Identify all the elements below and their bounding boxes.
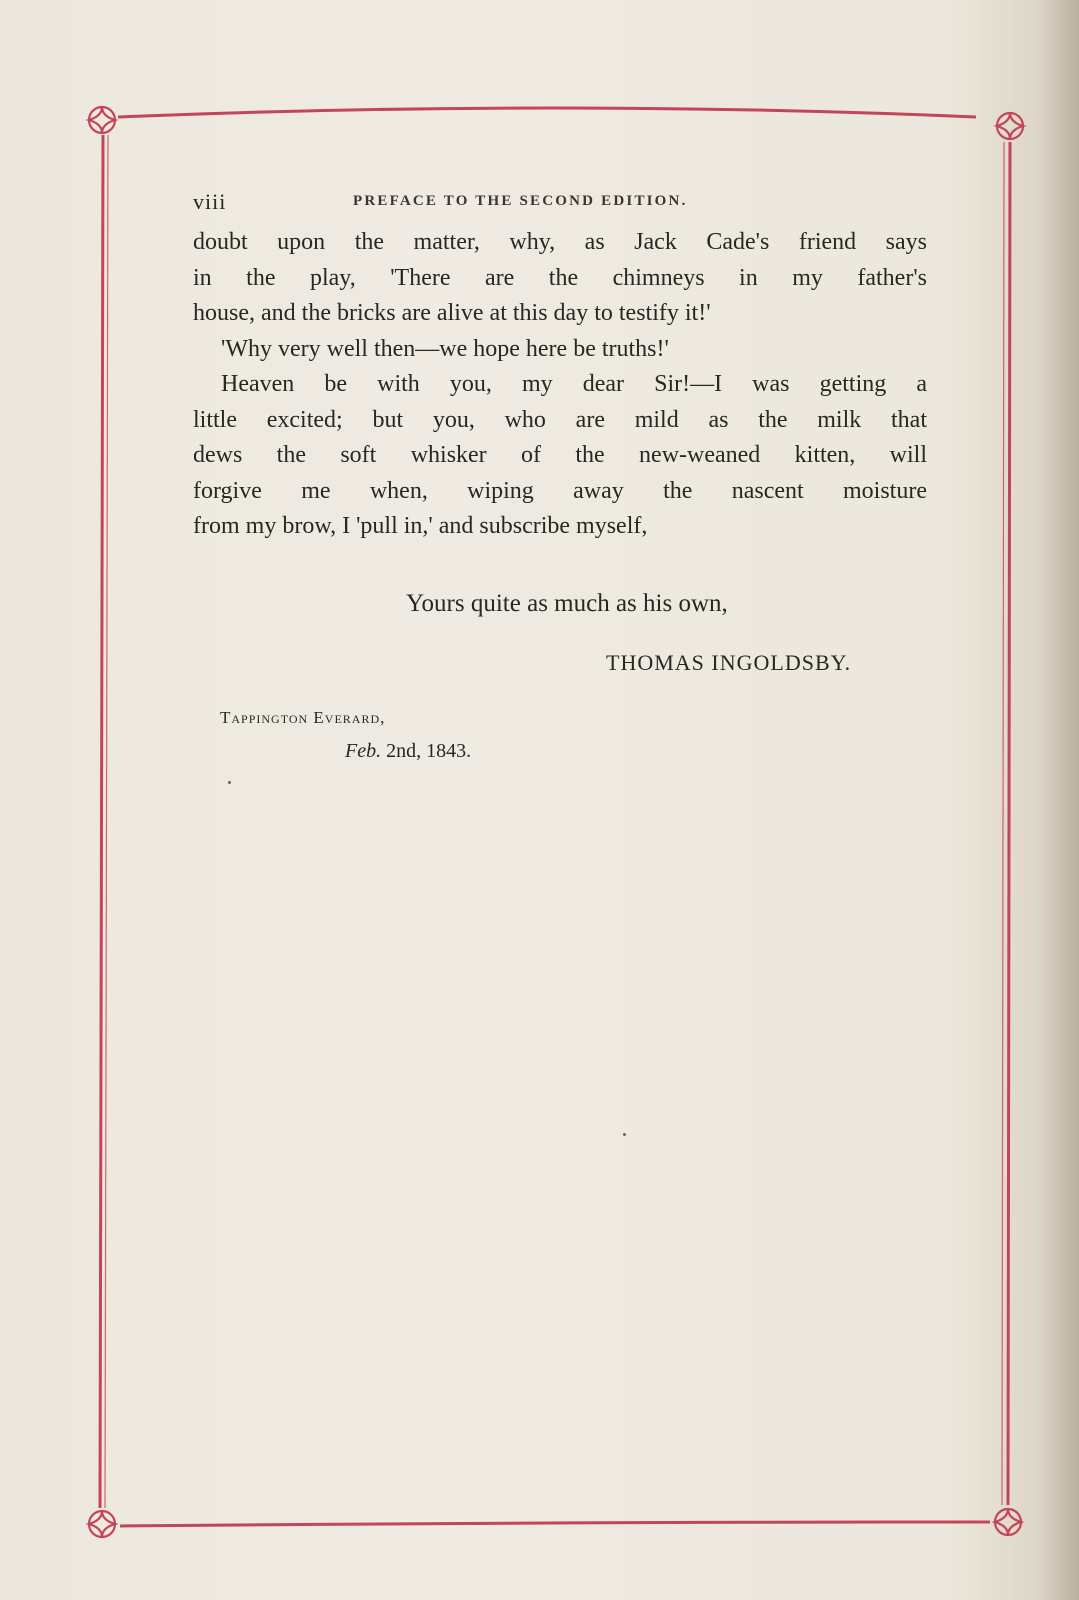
place-name: Tappington Everard, xyxy=(220,708,386,727)
text-block xyxy=(193,185,927,545)
paper-speck xyxy=(623,1133,626,1136)
border-top xyxy=(118,108,976,117)
corner-ornament-top-right xyxy=(997,113,1023,139)
date-line xyxy=(345,740,471,763)
corner-ornament-bottom-right xyxy=(995,1509,1021,1535)
corner-ornament-top-left xyxy=(89,107,115,133)
closing-line: Yours quite as much as his own, xyxy=(406,590,728,617)
signature: THOMAS INGOLDSBY. xyxy=(606,650,852,675)
date-month: Feb. xyxy=(345,740,382,762)
body-line-2: in the play, 'There are the chimneys in my father's xyxy=(193,264,927,291)
body-line-7: dews the soft whisker of the new-weaned kitten, will xyxy=(193,442,927,468)
corner-ornament-bottom-left xyxy=(89,1511,115,1537)
body-line-8: forgive me when, wiping away the nascent moisture xyxy=(193,477,927,504)
date-day-year: 2nd, 1843. xyxy=(381,740,472,762)
running-head-title: PREFACE TO THE SECOND EDITION. xyxy=(353,193,688,209)
body-line-5: Heaven be with you, my dear Sir!—I was getting a xyxy=(221,371,927,397)
running-head xyxy=(193,185,927,225)
border-left xyxy=(100,135,103,1508)
body-line-4: 'Why very well then—we hope here be truths!' xyxy=(221,335,669,362)
body-line-3: house, and the bricks are alive at this day to testify it!' xyxy=(193,300,711,326)
border-right xyxy=(1008,142,1010,1505)
paper-speck xyxy=(228,781,231,784)
body-line-1: doubt upon the matter, why, as Jack Cade's friend says xyxy=(193,229,927,255)
border-bottom xyxy=(120,1522,990,1526)
body-line-6: little excited; but you, who are mild as the milk that xyxy=(193,406,927,433)
body-line-9: from my brow, I 'pull in,' and subscribe myself, xyxy=(193,513,648,539)
page-number: viii xyxy=(193,189,227,214)
